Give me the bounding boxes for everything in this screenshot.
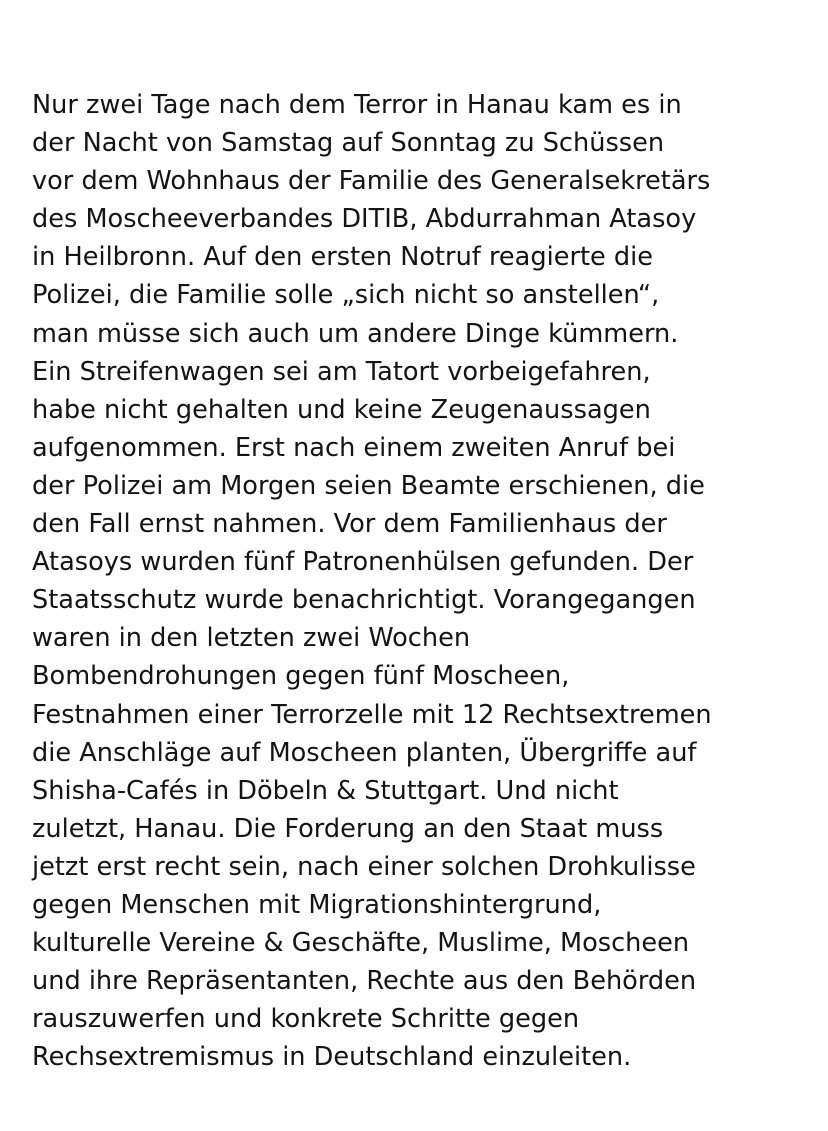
note-line: des Moscheeverbandes DITIB, Abdurrahman Atasoy: [32, 204, 697, 235]
note-line: den Fall ernst nahmen. Vor dem Familienhaus der: [32, 509, 667, 540]
note-line: der Nacht von Samstag auf Sonntag zu Schüssen: [32, 128, 665, 159]
note-line: waren in den letzten zwei Wochen: [32, 623, 471, 654]
note-line: kulturelle Vereine & Geschäfte, Muslime, Moscheen: [32, 928, 690, 959]
note-line: der Polizei am Morgen seien Beamte erschienen, die: [32, 470, 705, 501]
note-line: habe nicht gehalten und keine Zeugenaussagen: [32, 394, 651, 425]
note-line: Shisha-Cafés in Döbeln & Stuttgart. Und nicht: [32, 775, 619, 806]
note-line: Polizei, die Familie solle „sich nicht so anstellen“,: [32, 280, 660, 311]
note-line: zuletzt, Hanau. Die Forderung an den Staat muss: [32, 813, 664, 844]
note-line: man müsse sich auch um andere Dinge kümmern.: [32, 318, 679, 349]
note-line: und ihre Repräsentanten, Rechte aus den Behörden: [32, 966, 697, 997]
note-text-body: [32, 86, 822, 1076]
note-line: die Anschläge auf Moscheen planten, Übergriffe auf: [32, 737, 697, 768]
note-line: Ein Streifenwagen sei am Tatort vorbeigefahren,: [32, 356, 651, 387]
note-line: Rechsextremismus in Deutschland einzuleiten.: [32, 1042, 632, 1073]
note-line: rauszuwerfen und konkrete Schritte gegen: [32, 1004, 580, 1035]
note-line: gegen Menschen mit Migrationshintergrund,: [32, 889, 602, 920]
note-line: Staatsschutz wurde benachrichtigt. Vorangegangen: [32, 585, 696, 616]
note-line: Nur zwei Tage nach dem Terror in Hanau kam es in: [32, 90, 682, 120]
note-line: Atasoys wurden fünf Patronenhülsen gefunden. Der: [32, 547, 694, 578]
note-line: jetzt erst recht sein, nach einer solchen Drohkulisse: [32, 851, 696, 882]
note-line: vor dem Wohnhaus der Familie des Generalsekretärs: [32, 166, 711, 197]
note-line: Festnahmen einer Terrorzelle mit 12 Rechtsextremen: [32, 699, 712, 730]
note-line: in Heilbronn. Auf den ersten Notruf reagierte die: [32, 242, 653, 273]
note-line: Bombendrohungen gegen fünf Moscheen,: [32, 661, 570, 692]
note-line: aufgenommen. Erst nach einem zweiten Anruf bei: [32, 432, 676, 463]
